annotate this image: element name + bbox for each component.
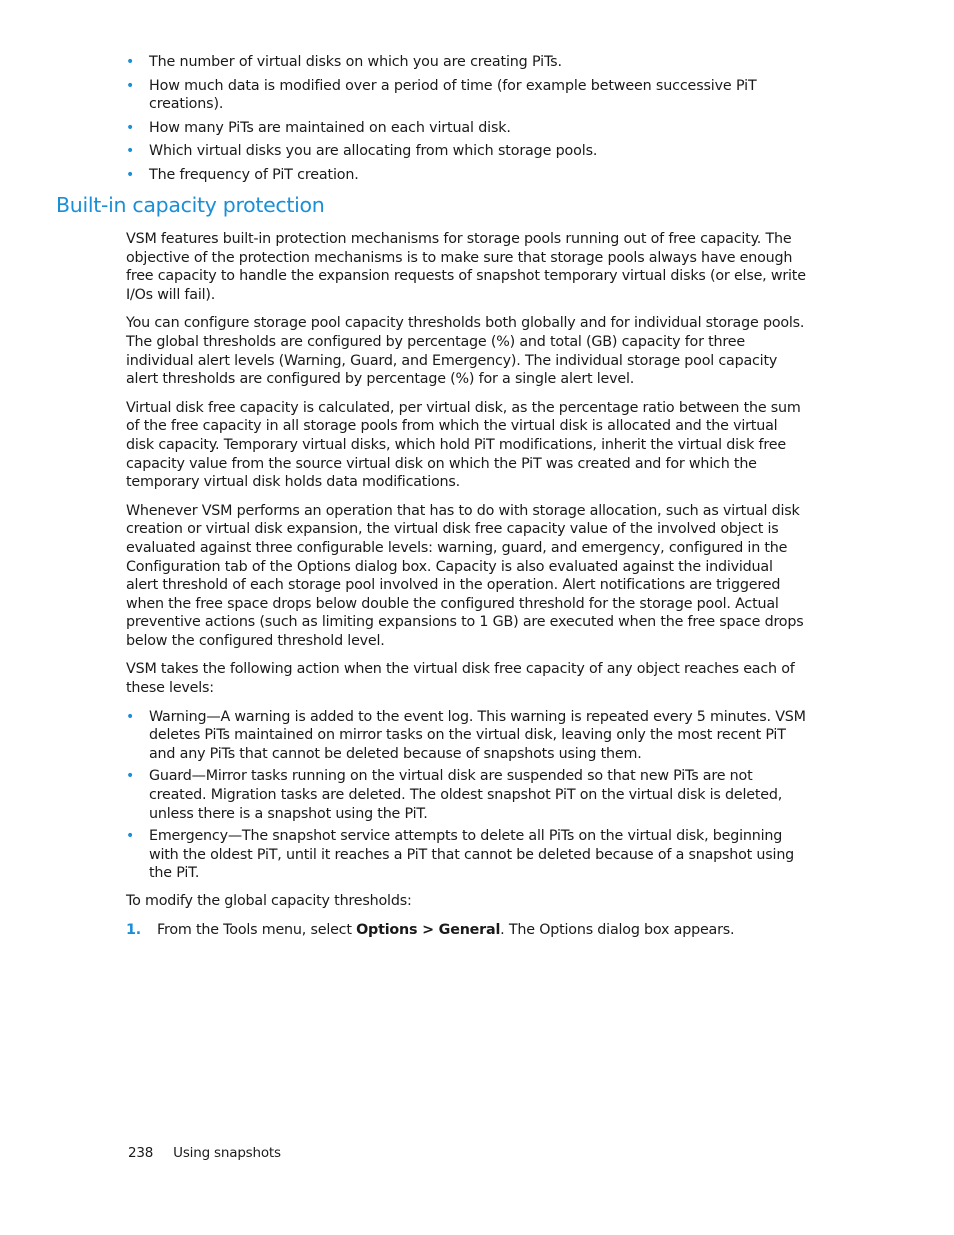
bullet-icon: • xyxy=(126,119,135,136)
bullet-icon: • xyxy=(126,54,135,70)
bullet-icon: • xyxy=(126,166,135,183)
steps-intro: To modify the global capacity thresholds: xyxy=(126,893,412,909)
menu-path: Options > General xyxy=(356,921,501,938)
section-body xyxy=(126,230,806,939)
bullet-icon: • xyxy=(126,143,135,159)
levels-bullet-list xyxy=(126,708,806,883)
top-bullet-list xyxy=(126,53,816,189)
page-footer xyxy=(128,1145,281,1161)
list-item: • Which virtual disks you are allocating from which storage pools. xyxy=(126,143,598,159)
list-item: • The number of virtual disks on which you are creating PiTs. xyxy=(126,54,562,70)
list-item: • Emergency—The snapshot service attempts to delete all PiTs on the virtual disk, beginning with the oldest PiT, until it reaches a PiT that cannot be deleted because of a snapshot using the PiT. xyxy=(126,828,795,882)
step-1: 1. From the Tools menu, select Options > General. The Options dialog box appears. xyxy=(126,921,735,938)
bullet-icon: • xyxy=(126,77,135,94)
paragraph: Virtual disk free capacity is calculated, per virtual disk, as the percentage ratio between the sum of the free capacity in all storage pools from which the virtual disk is allocated and the virtual disk capacity. Temporary virtual disks, which hold PiT modifications, inherit the virtual disk free capacity value from the source virtual disk on which the PiT was created and for which the temporary virtual disk holds data modifications. xyxy=(126,399,801,491)
page-number: 238 xyxy=(128,1145,154,1161)
paragraph: Whenever VSM performs an operation that has to do with storage allocation, such as virtual disk creation or virtual disk expansion, the virtual disk free capacity value of the involved object is evaluated against three configurable levels: warning, guard, and emergency, configured in the Configuration tab of the Options dialog box. Capacity is also evaluated against the individual alert threshold of each storage pool involved in the operation. Alert notifications are triggered when the free space drops below double the configured threshold for the storage pool. Actual preventive actions (such as limiting expansions to 1 GB) are executed when the free space drops below the configured threshold level. xyxy=(126,502,804,649)
paragraph: VSM takes the following action when the virtual disk free capacity of any object reaches each of these levels: xyxy=(126,661,795,697)
list-item: • The frequency of PiT creation. xyxy=(126,166,359,183)
paragraph: VSM features built-in protection mechanisms for storage pools running out of free capacity. The objective of the protection mechanisms is to make sure that storage pools always have enough free capacity to handle the expansion requests of snapshot temporary virtual disks (or else, write I/Os will fail). xyxy=(126,231,806,303)
list-item: • Warning—A warning is added to the event log. This warning is repeated every 5 minutes. VSM deletes PiTs maintained on mirror tasks on the virtual disk, leaving only the most recent PiT and any PiTs that cannot be deleted because of snapshots using them. xyxy=(126,708,806,762)
list-item: • How many PiTs are maintained on each virtual disk. xyxy=(126,119,511,136)
paragraph: You can configure storage pool capacity thresholds both globally and for individual storage pools. The global thresholds are configured by percentage (%) and total (GB) capacity for three individual alert levels (Warning, Guard, and Emergency). The individual storage pool capacity alert thresholds are configured by percentage (%) for a single alert level. xyxy=(126,315,805,388)
chapter-title: Using snapshots xyxy=(173,1145,281,1161)
bullet-icon: • xyxy=(126,768,135,785)
bullet-icon: • xyxy=(126,708,135,725)
section-heading: Built-in capacity protection xyxy=(56,193,325,217)
list-item: • Guard—Mirror tasks running on the virtual disk are suspended so that new PiTs are not created. Migration tasks are deleted. The oldest snapshot PiT on the virtual disk is deleted, unless there is a snapshot using the PiT. xyxy=(126,768,783,822)
step-number: 1. xyxy=(126,921,141,938)
list-item: • How much data is modified over a period of time (for example between successive PiT creations). xyxy=(126,77,757,112)
bullet-icon: • xyxy=(126,828,135,845)
